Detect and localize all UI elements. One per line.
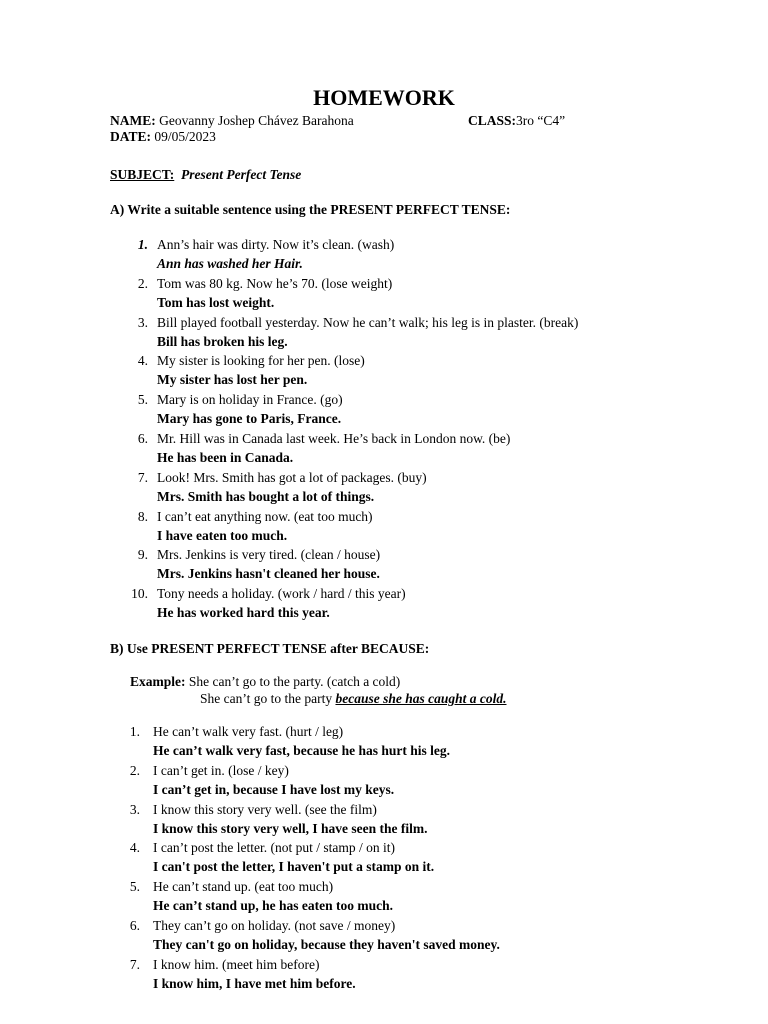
item-answer: They can't go on holiday, because they haven't saved money.: [153, 937, 500, 952]
list-item: [126, 352, 365, 370]
item-number: 6.: [137, 431, 148, 446]
item-answer: He has worked hard this year.: [157, 605, 330, 621]
item-number: 1.: [137, 237, 148, 252]
class-row: [468, 112, 565, 130]
example-label: Example:: [130, 674, 186, 689]
item-prompt: Tom was 80 kg. Now he’s 70. (lose weight): [157, 275, 393, 291]
item-number: 3.: [137, 314, 148, 330]
item-prompt: Ann’s hair was dirty. Now it’s clean. (wash): [157, 237, 395, 252]
item-prompt: Look! Mrs. Smith has got a lot of packages. (buy): [157, 469, 427, 485]
list-item: [120, 878, 333, 896]
item-answer: Mrs. Jenkins hasn't cleaned her house.: [157, 566, 380, 582]
list-item: [120, 723, 343, 741]
list-item: [126, 275, 392, 293]
item-number: 5.: [129, 879, 140, 895]
list-item: [126, 469, 427, 487]
item-prompt: I can’t eat anything now. (eat too much): [157, 508, 373, 524]
item-prompt: My sister is looking for her pen. (lose): [157, 353, 365, 369]
item-answer: I can’t get in, because I have lost my keys.: [153, 781, 395, 797]
date-label: DATE:: [110, 129, 152, 144]
item-number: 7.: [129, 956, 140, 972]
item-answer: Mrs. Smith has bought a lot of things.: [157, 488, 375, 504]
section-a-heading: A) Write a suitable sentence using the PRESENT PERFECT TENSE:: [110, 202, 511, 217]
list-item: [126, 391, 343, 409]
date-row: [110, 128, 216, 146]
item-prompt: I know him. (meet him before): [153, 956, 320, 972]
example-answer-emph: because she has caught a cold.: [335, 691, 507, 706]
list-item: [120, 917, 395, 935]
item-prompt: He can’t walk very fast. (hurt / leg): [153, 724, 344, 739]
class-value: 3ro “C4”: [516, 113, 566, 128]
item-prompt: He can’t stand up. (eat too much): [153, 879, 334, 895]
example-prompt-row: [130, 673, 400, 691]
item-number: 5.: [137, 392, 148, 408]
list-item: [120, 762, 289, 780]
list-item: [126, 546, 380, 564]
list-item: [126, 508, 373, 526]
item-answer: He can’t stand up, he has eaten too much.: [153, 898, 394, 914]
item-number: 2.: [129, 762, 140, 778]
list-item: [126, 430, 510, 448]
list-item: [126, 236, 394, 254]
item-answer: Bill has broken his leg.: [157, 333, 288, 349]
item-number: 9.: [137, 547, 148, 563]
item-number: 4.: [137, 353, 148, 369]
date-value: 09/05/2023: [151, 129, 216, 144]
item-answer: I have eaten too much.: [157, 527, 288, 543]
item-prompt: I know this story very well. (see the film): [153, 801, 377, 817]
list-item: [120, 839, 395, 857]
subject-row: [110, 166, 301, 184]
subject-value: Present Perfect Tense: [181, 167, 302, 182]
item-prompt: Mr. Hill was in Canada last week. He’s back in London now. (be): [157, 431, 511, 446]
item-answer: He can’t walk very fast, because he has hurt his leg.: [153, 743, 450, 758]
list-item: [120, 956, 319, 974]
item-answer: Tom has lost weight.: [157, 294, 275, 310]
item-prompt: I can’t post the letter. (not put / stamp / on it): [153, 840, 395, 856]
list-item: [120, 801, 377, 819]
item-answer: I know him, I have met him before.: [153, 975, 356, 991]
page-title: HOMEWORK: [313, 85, 455, 110]
item-prompt: Tony needs a holiday. (work / hard / this year): [157, 586, 406, 602]
example-answer-row: [200, 690, 506, 708]
example-answer-plain: She can’t go to the party: [200, 691, 336, 706]
item-prompt: They can’t go on holiday. (not save / money): [153, 918, 396, 933]
list-item: [126, 314, 578, 332]
name-label: NAME:: [110, 113, 156, 128]
item-answer: Mary has gone to Paris, France.: [157, 411, 342, 427]
item-answer: I know this story very well, I have seen the film.: [153, 820, 428, 836]
list-item: [126, 585, 406, 603]
item-answer: My sister has lost her pen.: [157, 372, 308, 388]
name-value: Geovanny Joshep Chávez Barahona: [155, 113, 354, 128]
item-prompt: Bill played football yesterday. Now he can’t walk; his leg is in plaster. (break): [157, 314, 579, 330]
item-prompt: I can’t get in. (lose / key): [153, 762, 289, 778]
item-number: 1.: [129, 724, 140, 739]
item-answer: He has been in Canada.: [157, 450, 294, 465]
item-number: 4.: [129, 840, 140, 856]
example-prompt: She can’t go to the party. (catch a cold): [185, 674, 401, 689]
item-number: 3.: [129, 801, 140, 817]
class-label: CLASS:: [468, 113, 517, 128]
item-answer: Ann has washed her Hair.: [157, 256, 303, 271]
item-prompt: Mrs. Jenkins is very tired. (clean / house): [157, 547, 381, 563]
item-number: 6.: [129, 918, 140, 933]
item-prompt: Mary is on holiday in France. (go): [157, 392, 343, 408]
item-number: 2.: [137, 275, 148, 291]
item-number: 8.: [137, 508, 148, 524]
subject-label: SUBJECT:: [110, 167, 175, 182]
item-number: 7.: [137, 469, 148, 485]
section-b-heading: B) Use PRESENT PERFECT TENSE after BECAUSE:: [110, 641, 430, 656]
item-number: 10.: [131, 586, 148, 602]
item-answer: I can't post the letter, I haven't put a stamp on it.: [153, 859, 435, 875]
